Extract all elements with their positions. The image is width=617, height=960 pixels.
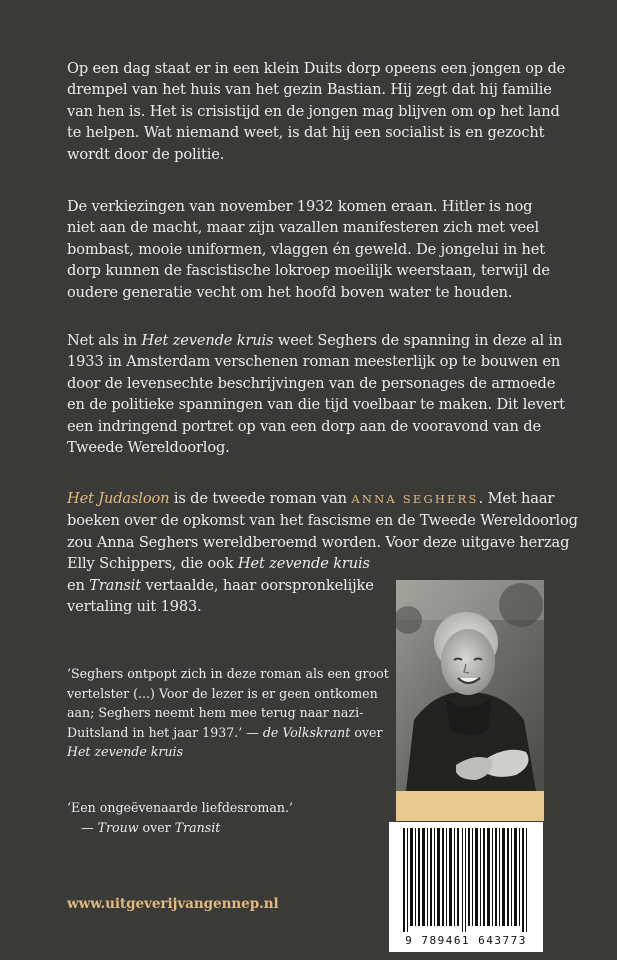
synopsis-paragraph-3: Net als in Het zevende kruis weet Seghers de spanning in deze al in 1933 in Amsterdam verschenen roman meesterlijk op te bouwen en door de levensechte beschrijvingen van de personages de armoede en de politieke spanningen van die tijd voelbaar te maken. Dit levert een indringend portret op van een dorp aan de vooravond van de Tweede Wereldoorlog. xyxy=(67,332,565,457)
barcode-bars xyxy=(389,822,543,934)
author-paragraph: Het Judasloon is de tweede roman van ANNA SEGHERS. Met haar boeken over de opkomst van het fascisme en de Tweede Wereldoorlog zou Anna Seghers wereldberoemd worden. Voor deze uitgave herzag Elly Schippers, die ook Het zevende kruis en Transit vertaalde, haar oorspronkelijke vertaling uit 1983. xyxy=(67,490,578,616)
synopsis-paragraph-1: Op een dag staat er in een klein Duits dorp opeens een jongen op de drempel van het huis van het gezin Bastian. Hij zegt dat hij familie van hen is. Het is crisistijd en de jongen mag blijven om op het land te helpen. Wat niemand weet, is dat hij een socialist is en gezocht wordt door de politie. xyxy=(67,60,566,163)
review-quote-volkskrant: ‘Seghers ontpopt zich in deze roman als een groot vertelster (...) Voor de lezer is er geen ontkomen aan; Seghers neemt hem mee terug naar nazi- Duitsland in het jaar 1937.’ — de Volkskrant over Het zevende kruis xyxy=(67,666,389,760)
publisher-website-link[interactable]: www.uitgeverijvangennep.nl xyxy=(67,896,279,912)
isbn-number: 9 789461 643773 xyxy=(405,934,527,947)
book-title-het-zevende-kruis: Het zevende kruis xyxy=(141,332,274,349)
author-photo xyxy=(396,580,544,791)
book-title-het-judasloon: Het Judasloon xyxy=(67,490,170,507)
author-name: ANNA SEGHERS xyxy=(351,492,479,506)
photo-accent-strip xyxy=(396,791,544,821)
review-quote-trouw: ‘Een ongeëvenaarde liefdesroman.’ — Trouw over Transit xyxy=(67,800,293,835)
isbn-barcode xyxy=(389,822,543,952)
synopsis-paragraph-2: De verkiezingen van november 1932 komen eraan. Hitler is nog niet aan de macht, maar zijn vazallen manifesteren zich met veel bombast, mooie uniformen, vlaggen én geweld. De jongelui in het dorp kunnen de fascistische lokroep moeilijk weerstaan, terwijl de oudere generatie vecht om het hoofd boven water te houden. xyxy=(67,198,550,301)
